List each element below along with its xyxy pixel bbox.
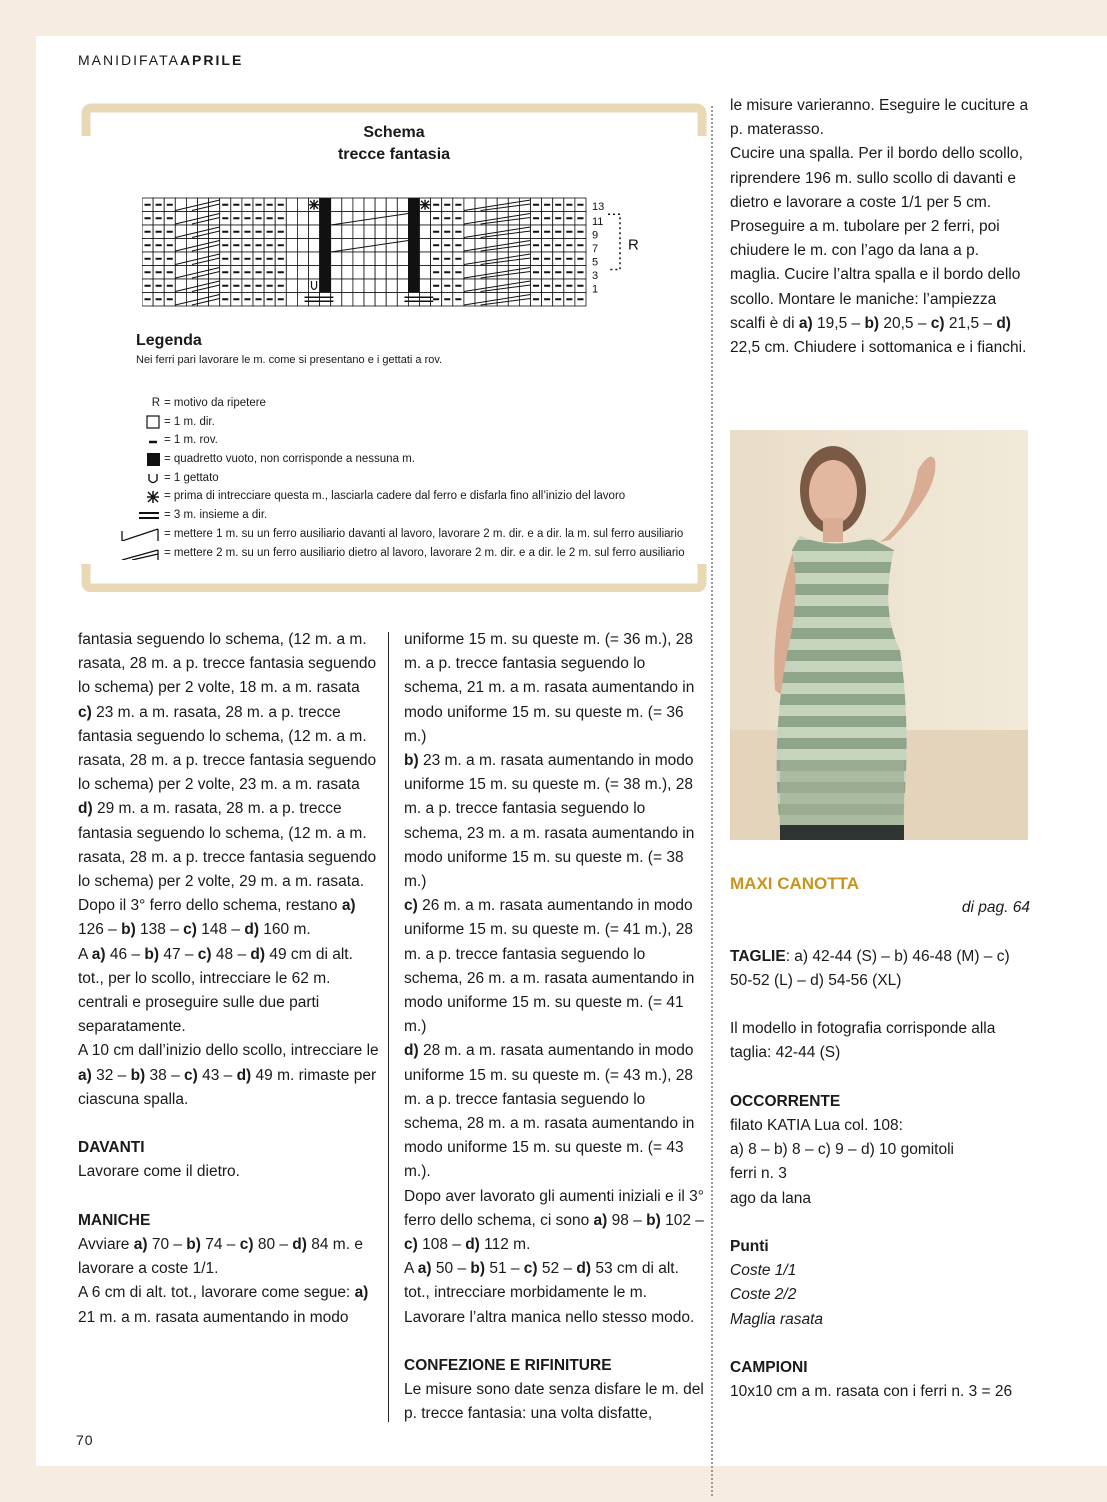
- paragraph: Cucire una spalla. Per il bordo dello scollo, riprendere 196 m. sullo scollo di davanti e dietro e lavorare a coste 1/1 per 5 cm. Proseguire a m. tubolare per 2 ferri, poi chiudere le m. con l’ago da lana a p. maglia. Cucire l’altra spalla e il bordo dello scollo. Montare le maniche: l’ampiezza scalfi è di a) 19,5 – b) 20,5 – c) 21,5 – d) 22,5 cm. Chiudere i sottomanica e i fianchi.: [730, 145, 1027, 357]
- row-number: 7: [592, 243, 599, 255]
- black-symbol-icon: [120, 452, 164, 466]
- chart-cell: [420, 266, 431, 280]
- legend-item: [120, 506, 685, 525]
- model-illustration: [730, 430, 1028, 840]
- chart-cell: [353, 198, 364, 212]
- chart-cell: [386, 225, 397, 239]
- legend-item: [120, 469, 685, 488]
- paragraph: A a) 50 – b) 51 – c) 52 – d) 53 cm di alt. tot., intrecciare morbidamente le m.: [404, 1260, 679, 1302]
- section-heading: DAVANTI: [78, 1139, 145, 1157]
- empty-cell-column: [320, 198, 331, 293]
- chart-cell: [397, 198, 408, 212]
- row-number: 5: [592, 256, 599, 269]
- stitches-title: Punti: [730, 1237, 769, 1255]
- page-header: MANIDIFATAAPRILE: [78, 52, 244, 68]
- section-heading: CONFEZIONE E RIFINITURE: [404, 1357, 612, 1375]
- chart-cell: [331, 212, 342, 226]
- chart-cell: [297, 293, 308, 307]
- legend-text: = 1 m. rov.: [164, 434, 218, 447]
- chart-cell: [286, 279, 297, 293]
- chart-cell: [420, 279, 431, 293]
- chart-cell: [297, 239, 308, 253]
- legend-item: [120, 394, 685, 413]
- chart-cell: [375, 293, 386, 307]
- chart-cell: [286, 198, 297, 212]
- column-divider-line: [388, 632, 389, 1422]
- schema-frame: [80, 102, 708, 592]
- chart-cell: [342, 252, 353, 266]
- chart-cell: [309, 252, 320, 266]
- text-column-3: [730, 94, 1030, 360]
- text-column-1: [78, 628, 380, 1330]
- chart-cell: [475, 279, 486, 293]
- chart-cell: [375, 279, 386, 293]
- chart-cell: [353, 252, 364, 266]
- chart-cell: [397, 293, 408, 307]
- chart-cell: [475, 198, 486, 212]
- chart-cell: [353, 279, 364, 293]
- legend-subtitle: Nei ferri pari lavorare le m. come si presentano e i gettati a rov.: [136, 354, 443, 366]
- paragraph: Lavorare l’altra manica nello stesso modo.: [404, 1308, 695, 1326]
- paragraph: uniforme 15 m. su queste m. (= 36 m.), 28 m. a p. trecce fantasia seguendo lo schema, 21 m. a m. rasata aumentando in modo uniforme 15 m. su queste m. (= 36 m.): [404, 631, 695, 745]
- R-symbol-icon: R: [151, 397, 160, 409]
- chart-cell: [342, 279, 353, 293]
- chart-cell: [309, 212, 320, 226]
- legend-text: = mettere 2 m. su un ferro ausiliario dietro al lavoro, lavorare 2 m. dir. e a dir. le 2 m. sul ferro ausiliario: [164, 546, 685, 559]
- paragraph: d) 28 m. a m. rasata aumentando in modo uniforme 15 m. su queste m. (= 43 m.), 28 m. a p. trecce fantasia seguendo lo schema, 28 m. a m. rasata aumentando in modo uniforme 15 m. su queste m. (= 43 m.).: [404, 1042, 695, 1181]
- stitch-item: Coste 1/1: [730, 1262, 797, 1280]
- chart-cell: [353, 293, 364, 307]
- legend-title: Legenda: [136, 332, 202, 349]
- legend-list: [120, 394, 685, 562]
- text-column-2: [404, 628, 704, 1427]
- legend-item: [120, 431, 685, 450]
- materials-line: ferri n. 3: [730, 1165, 787, 1183]
- paragraph: le misure varieranno. Eseguire le cuciture a p. materasso.: [730, 97, 1029, 139]
- chart-cell: [508, 212, 519, 226]
- row-number: 9: [592, 229, 599, 242]
- chart-cell: [475, 293, 486, 307]
- chart-cell: [420, 293, 431, 307]
- chart-cell: [286, 212, 297, 226]
- chart-cell: [420, 225, 431, 239]
- chart-cell: [342, 266, 353, 280]
- chart-cell: [364, 252, 375, 266]
- chart-cell: [364, 279, 375, 293]
- chart-cell: [508, 252, 519, 266]
- repeat-bracket: [608, 214, 620, 269]
- chart-cell: [286, 266, 297, 280]
- chart-cell: [353, 225, 364, 239]
- chart-cell: [508, 225, 519, 239]
- chart-cell: [297, 225, 308, 239]
- chart-cell: [420, 212, 431, 226]
- chart-cell: [353, 239, 364, 253]
- chart-cell: [342, 225, 353, 239]
- chart-cell: [375, 225, 386, 239]
- materials-line: ago da lana: [730, 1189, 812, 1207]
- project-title: MAXI CANOTTA: [730, 874, 860, 893]
- chart-cell: [353, 212, 364, 226]
- chart-cell: [364, 225, 375, 239]
- chart-cell: [386, 266, 397, 280]
- row-number: 3: [592, 270, 599, 282]
- chart-cell: [386, 252, 397, 266]
- paragraph: Avviare a) 70 – b) 74 – c) 80 – d) 84 m. e lavorare a coste 1/1.: [78, 1236, 363, 1278]
- cable-front-symbol-icon: [120, 527, 164, 541]
- chart-cell: [309, 279, 320, 293]
- chart-cell: [386, 198, 397, 212]
- chart-cell: [397, 225, 408, 239]
- legend-item: [120, 450, 685, 469]
- cable-back-symbol-icon: [120, 546, 164, 560]
- chart-cell: [309, 239, 320, 253]
- row-number: 11: [592, 216, 604, 228]
- box-symbol-icon: [120, 415, 164, 429]
- chart-cell: [475, 239, 486, 253]
- legend-text: = prima di intrecciare questa m., lasciarla cadere dal ferro e disfarla fino all’inizio del lavoro: [164, 490, 626, 503]
- chart-cell: [297, 266, 308, 280]
- chart-cell: [386, 293, 397, 307]
- chart-cell: [297, 212, 308, 226]
- chart-cell: [331, 239, 342, 253]
- legend-text: = mettere 1 m. su un ferro ausiliario davanti al lavoro, lavorare 2 m. dir. e a dir. la m. sul ferro ausiliario: [164, 527, 684, 540]
- repeat-label: R: [628, 236, 639, 254]
- chart-cell: [508, 198, 519, 212]
- chart-cell: [475, 252, 486, 266]
- chart-cell: [297, 198, 308, 212]
- chart-cell: [297, 279, 308, 293]
- legend-item: [120, 544, 685, 563]
- chart-cell: [508, 239, 519, 253]
- chart-cell: [375, 266, 386, 280]
- paragraph: Dopo aver lavorato gli aumenti iniziali e il 3° ferro dello schema, ci sono a) 98 – b) 102 – c) 108 – d) 112 m.: [404, 1187, 704, 1254]
- chart-cell: [331, 293, 342, 307]
- magazine-page: [36, 36, 1107, 1466]
- paragraph: Dopo il 3° ferro dello schema, restano a) 126 – b) 138 – c) 148 – d) 160 m.: [78, 897, 356, 939]
- schema-title: Schema trecce fantasia: [337, 124, 451, 163]
- U-symbol-icon: [120, 471, 164, 485]
- column-divider: [711, 106, 713, 1496]
- chart-cell: [331, 225, 342, 239]
- paragraph: b) 23 m. a m. rasata aumentando in modo uniforme 15 m. su queste m. (= 38 m.), 28 m. a p. trecce fantasia seguendo lo schema, 23 m. a m. rasata aumentando in modo uniforme 15 m. su queste m. (= 38 m.): [404, 752, 695, 891]
- paragraph: A a) 46 – b) 47 – c) 48 – d) 49 cm di alt. tot., per lo scollo, intrecciare le 62 m. centrali e proseguire sulle due parti separatamente.: [78, 945, 353, 1036]
- chart-cell: [331, 266, 342, 280]
- paragraph: A 10 cm dall’inizio dello scollo, intrecciare le a) 32 – b) 38 – c) 43 – d) 49 m. rimaste per ciascuna spalla.: [78, 1042, 379, 1108]
- paragraph: Lavorare come il dietro.: [78, 1163, 240, 1181]
- stitch-item: Coste 2/2: [730, 1286, 797, 1304]
- chart-cell: [342, 198, 353, 212]
- materials-line: filato KATIA Lua col. 108:: [730, 1116, 903, 1134]
- gauge-text: 10x10 cm a m. rasata con i ferri n. 3 = 26: [730, 1383, 1013, 1401]
- chart-cell: [342, 293, 353, 307]
- chart-cell: [309, 225, 320, 239]
- chart-cell: [331, 198, 342, 212]
- chart-cell: [364, 266, 375, 280]
- chart-cell: [353, 266, 364, 280]
- chart-cell: [286, 252, 297, 266]
- chart-cell: [331, 279, 342, 293]
- page-reference: di pag. 64: [961, 899, 1030, 917]
- materials-title: OCCORRENTE: [730, 1092, 841, 1110]
- row-number: 1: [592, 283, 599, 296]
- legend-text: = quadretto vuoto, non corrisponde a nessuna m.: [164, 453, 415, 466]
- chart-cell: [475, 266, 486, 280]
- chart-cell: [331, 252, 342, 266]
- paragraph: d) 29 m. a m. rasata, 28 m. a p. trecce fantasia seguendo lo schema, (12 m. a m. rasata, 28 m. a p. trecce fantasia seguendo lo schema) per 2 volte, 29 m. a m. rasata.: [78, 800, 377, 891]
- star-symbol-icon: [120, 490, 164, 504]
- paragraph: c) 26 m. a m. rasata aumentando in modo uniforme 15 m. su queste m. (= 41 m.), 28 m. a p. trecce fantasia seguendo lo schema, 26 m. a m. rasata aumentando in modo uniforme 15 m. su queste m. (= 41 m.): [404, 897, 695, 1036]
- paragraph: Le misure sono date senza disfare le m. del p. trecce fantasia: una volta disfatte,: [404, 1381, 704, 1423]
- paragraph: A 6 cm di alt. tot., lavorare come segue: a) 21 m. a m. rasata aumentando in modo: [78, 1284, 369, 1326]
- chart-cell: [375, 198, 386, 212]
- chart-cell: [386, 212, 397, 226]
- paragraph: c) 23 m. a m. rasata, 28 m. a p. trecce fantasia seguendo lo schema, (12 m. a m. rasata, 28 m. a p. trecce fantasia seguendo lo schema) per 2 volte, 23 m. a m. rasata: [78, 703, 377, 794]
- chart-cell: [286, 239, 297, 253]
- chart-cell: [364, 198, 375, 212]
- chart-cell: [375, 252, 386, 266]
- paragraph: fantasia seguendo lo schema, (12 m. a m. rasata, 28 m. a p. trecce fantasia seguendo lo schema) per 2 volte, 18 m. a m. rasata: [78, 631, 377, 697]
- row-number: 13: [592, 201, 605, 214]
- legend-text: = 3 m. insieme a dir.: [164, 509, 268, 522]
- section-heading: MANICHE: [78, 1211, 151, 1229]
- chart-cell: [475, 225, 486, 239]
- dash-symbol-icon: [120, 434, 164, 448]
- stitch-item: Maglia rasata: [730, 1310, 824, 1328]
- chart-cell: [508, 293, 519, 307]
- empty-cell-column: [408, 198, 419, 293]
- chart-cell: [286, 225, 297, 239]
- chart-cell: [397, 279, 408, 293]
- chart-cell: [408, 293, 419, 307]
- eq-symbol-icon: [120, 508, 164, 522]
- chart-cell: [309, 293, 320, 307]
- info-column: [730, 872, 1030, 1404]
- stitch-chart: [142, 194, 642, 312]
- chart-cell: [364, 293, 375, 307]
- sizes: TAGLIE: a) 42-44 (S) – b) 46-48 (M) – c) 50-52 (L) – d) 54-56 (XL): [730, 947, 1010, 989]
- chart-cell: [309, 266, 320, 280]
- legend-text: = motivo da ripetere: [164, 397, 266, 409]
- legend-text: = 1 gettato: [164, 471, 219, 484]
- legend-item: [120, 487, 685, 506]
- chart-cell: [420, 239, 431, 253]
- legend-item: [120, 525, 685, 544]
- chart-cell: [386, 239, 397, 253]
- chart-cell: [397, 252, 408, 266]
- gauge-title: CAMPIONI: [730, 1358, 808, 1376]
- model-photo: [730, 430, 1028, 840]
- legend-item: [120, 413, 685, 432]
- materials-line: a) 8 – b) 8 – c) 9 – d) 10 gomitoli: [730, 1141, 955, 1159]
- chart-cell: [508, 279, 519, 293]
- chart-cell: [386, 279, 397, 293]
- chart-cell: [320, 293, 331, 307]
- page-number: 70: [76, 1432, 94, 1448]
- chart-cell: [475, 212, 486, 226]
- chart-cell: [508, 266, 519, 280]
- model-note: Il modello in fotografia corrisponde alla taglia: 42-44 (S): [730, 1020, 996, 1062]
- legend-text: = 1 m. dir.: [164, 415, 215, 428]
- chart-cell: [297, 252, 308, 266]
- chart-cell: [286, 293, 297, 307]
- chart-cell: [420, 252, 431, 266]
- chart-cell: [397, 266, 408, 280]
